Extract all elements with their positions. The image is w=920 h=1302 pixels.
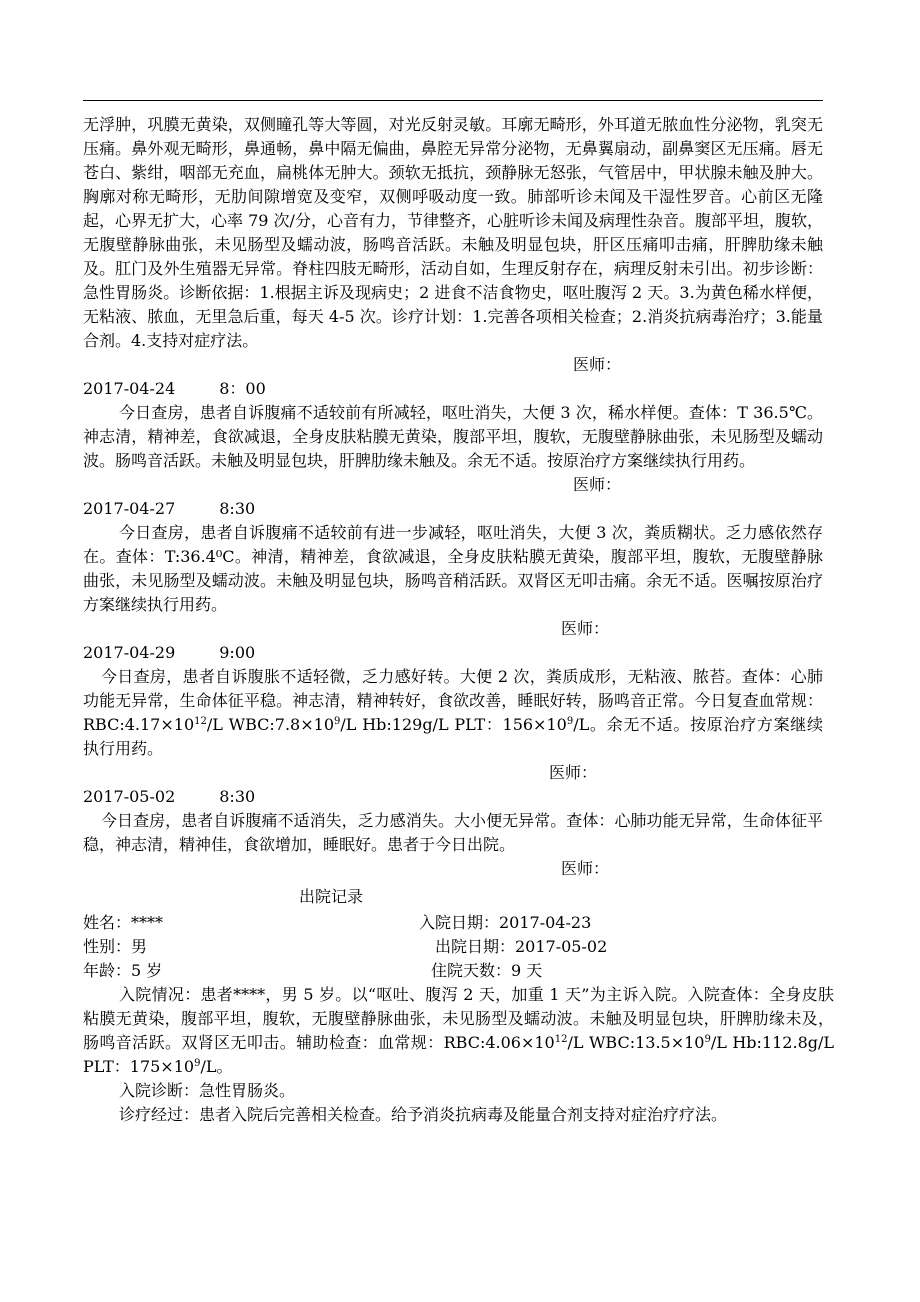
patient-info-row bbox=[83, 935, 823, 959]
entry-date: 2017-04-29 bbox=[83, 643, 176, 662]
discharge-date: 出院日期：2017-05-02 bbox=[435, 937, 608, 956]
doctor-signature: 医师： bbox=[561, 859, 610, 878]
entry-time: 8：00 bbox=[219, 379, 266, 398]
entry-datetime bbox=[83, 641, 823, 665]
entry-date: 2017-04-27 bbox=[83, 499, 176, 518]
hospital-days: 住院天数：9 天 bbox=[431, 961, 543, 980]
ward-round-note: 今日查房，患者自诉腹痛不适较前有进一步减轻，呕吐消失，大便 3 次，粪质糊状。乏力感依然存在。查体：T:36.4⁰C。神清，精神差，食欲减退，全身皮肤粘膜无黄染，腹部平坦，腹软，无腹壁静脉曲张，未见肠型及蠕动波。未触及明显包块，肠鸣音稍活跃。双肾区无叩击痛。余无不适。医嘱按原治疗方案继续执行用药。 bbox=[83, 523, 823, 614]
entry-datetime bbox=[83, 497, 823, 521]
entry-date: 2017-05-02 bbox=[83, 787, 176, 806]
entry-time: 8:30 bbox=[219, 499, 256, 518]
patient-info-row bbox=[83, 959, 823, 983]
patient-gender: 性别：男 bbox=[83, 937, 148, 956]
entry-time: 8:30 bbox=[219, 787, 256, 806]
patient-age: 年龄：5 岁 bbox=[83, 961, 163, 980]
entry-date: 2017-04-24 bbox=[83, 379, 176, 398]
doctor-signature: 医师： bbox=[561, 619, 610, 638]
treatment-course: 诊疗经过：患者入院后完善相关检查。给予消炎抗病毒及能量合剂支持对症治疗疗法。 bbox=[119, 1105, 728, 1124]
admission-status-paragraph: 入院情况：患者****，男 5 岁。以“呕吐、腹泻 2 天，加重 1 天”为主诉入院。入院查体：全身皮肤粘膜无黄染，腹部平坦，腹软，无腹壁静脉曲张，未见肠型及蠕动波。未触及明显包块，肝脾肋缘未及，肠鸣音活跃。双肾区无叩击。辅助检查：血常规：$RBC:4.06\times 10^{12}/L$ $WBC:13.5\times 10^9/L$ Hb:112.8g/L PLT：$175\times 10^9/L$。 bbox=[83, 985, 834, 1076]
medical-record-document bbox=[83, 113, 834, 1127]
ward-round-note: 今日查房，患者自诉腹痛不适较前有所减轻，呕吐消失，大便 3 次，稀水样便。查体：T 36.5℃。神志清，精神差，食欲减退，全身皮肤粘膜无黄染，腹部平坦，腹软，无腹壁静脉曲张，未见肠型及蠕动波。肠鸣音活跃。未触及明显包块，肝脾肋缘未触及。余无不适。按原治疗方案继续执行用药。 bbox=[83, 403, 823, 470]
discharge-record-title: 出院记录 bbox=[299, 887, 364, 906]
exam-findings-paragraph: 无浮肿，巩膜无黄染，双侧瞳孔等大等圆，对光反射灵敏。耳廓无畸形，外耳道无脓血性分泌物，乳突无压痛。鼻外观无畸形，鼻通畅，鼻中隔无偏曲，鼻腔无异常分泌物，无鼻翼扇动，副鼻窦区无压痛。唇无苍白、紫绀，咽部无充血，扁桃体无肿大。颈软无抵抗，颈静脉无怒张，气管居中，甲状腺未触及肿大。胸廓对称无畸形，无肋间隙增宽及变窄，双侧呼吸动度一致。肺部听诊未闻及干湿性罗音。心前区无隆起，心界无扩大，心率 79 次/分，心音有力，节律整齐，心脏听诊未闻及病理性杂音。腹部平坦，腹软，无腹壁静脉曲张，未见肠型及蠕动波，肠鸣音活跃。未触及明显包块，肝区压痛叩击痛，肝脾肋缘未触及。肛门及外生殖器无异常。脊柱四肢无畸形，活动自如，生理反射存在，病理反射未引出。初步诊断：急性胃肠炎。诊断依据：1.根据主诉及现病史；2 进食不洁食物史，呕吐腹泻 2 天。3.为黄色稀水样便，无粘液、脓血，无里急后重，每天 4-5 次。诊疗计划：1.完善各项相关检查；2.消炎抗病毒治疗；3.能量合剂。4.支持对症疗法。 bbox=[83, 115, 823, 350]
doctor-signature: 医师： bbox=[549, 763, 598, 782]
entry-datetime bbox=[83, 785, 823, 809]
ward-round-note: 今日查房，患者自诉腹胀不适轻微，乏力感好转。大便 2 次，粪质成形，无粘液、脓苔。查体：心肺功能无异常，生命体征平稳。神志清，精神转好，食欲改善，睡眠好转，肠鸣音正常。今日复查血常规：$RBC:4.17\times 10^{12}/L$ $WBC:7.8\times 10^9/L$ Hb:129g/L PLT：$156\times 10^9/L$。余无不适。按原治疗方案继续执行用药。 bbox=[83, 667, 823, 758]
admission-diagnosis: 入院诊断：急性胃肠炎。 bbox=[119, 1081, 296, 1100]
admission-date: 入院日期：2017-04-23 bbox=[419, 913, 592, 932]
entry-time: 9:00 bbox=[219, 643, 256, 662]
header-rule bbox=[83, 100, 823, 101]
ward-round-note: 今日查房，患者自诉腹痛不适消失，乏力感消失。大小便无异常。查体：心肺功能无异常，生命体征平稳，神志清，精神佳，食欲增加，睡眠好。患者于今日出院。 bbox=[83, 811, 823, 854]
patient-name: 姓名：**** bbox=[83, 913, 164, 932]
doctor-signature: 医师： bbox=[573, 355, 622, 374]
doctor-signature: 医师： bbox=[573, 475, 622, 494]
entry-datetime bbox=[83, 377, 823, 401]
patient-info-row bbox=[83, 911, 823, 935]
